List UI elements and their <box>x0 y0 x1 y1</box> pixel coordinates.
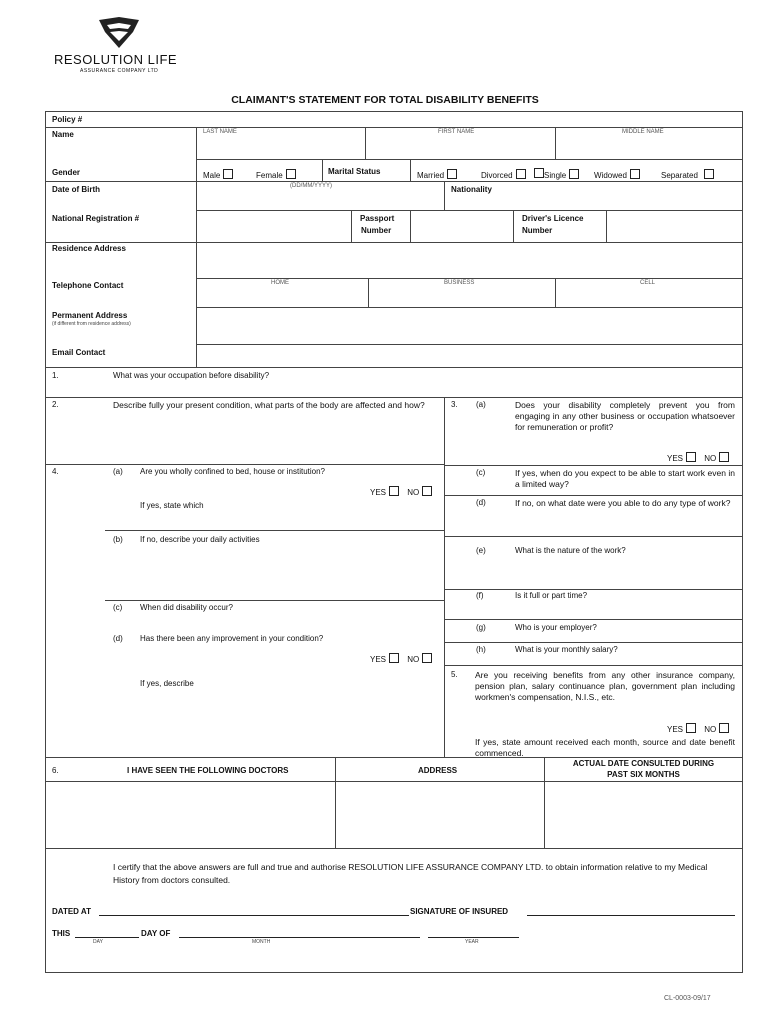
male-checkbox[interactable] <box>223 169 233 179</box>
name-label: Name <box>52 130 74 139</box>
q3a-letter: (a) <box>476 400 486 409</box>
marital-single <box>544 169 579 180</box>
widowed-checkbox[interactable] <box>630 169 640 179</box>
q5-number: 5. <box>451 670 458 679</box>
day-line[interactable] <box>75 937 139 938</box>
q5-no-checkbox[interactable] <box>719 723 729 733</box>
q3h-letter: (h) <box>476 645 486 654</box>
nationality-label: Nationality <box>451 185 492 194</box>
cell-phone-field[interactable] <box>556 287 740 306</box>
q4d-letter: (d) <box>113 634 123 643</box>
residence-field[interactable] <box>197 243 740 277</box>
marital-divorced <box>481 169 526 180</box>
doctors-date-heading-1: ACTUAL DATE CONSULTED DURING <box>572 759 715 768</box>
cell-caption: CELL <box>640 280 656 286</box>
marital-status-checkbox[interactable] <box>534 168 544 178</box>
nationality-field[interactable] <box>445 196 740 209</box>
doctors-address-field[interactable] <box>336 782 543 847</box>
logo-name: RESOLUTION LIFE <box>54 52 178 67</box>
doctors-number: 6. <box>52 766 59 775</box>
permanent-address-note: (if different from residence address) <box>52 321 131 327</box>
q4c-letter: (c) <box>113 603 123 612</box>
drivers-licence-label-2: Number <box>522 226 553 235</box>
female-checkbox[interactable] <box>286 169 296 179</box>
q4b-letter: (b) <box>113 535 123 544</box>
q3a-yes-checkbox[interactable] <box>686 452 696 462</box>
q4a-no-checkbox[interactable] <box>422 486 432 496</box>
q2-text: Describe fully your present condition, what parts of the body are affected and how? <box>113 400 425 410</box>
q1-number: 1. <box>52 371 59 380</box>
q3c-letter: (c) <box>476 468 486 477</box>
divorced-checkbox[interactable] <box>516 169 526 179</box>
last-name-field[interactable] <box>197 136 364 158</box>
month-line[interactable] <box>179 937 420 938</box>
national-reg-label: National Registration # <box>52 214 140 223</box>
passport-label-2: Number <box>361 226 392 235</box>
doctors-date-heading-2: PAST SIX MONTHS <box>607 770 680 779</box>
q5-no-label: NO <box>704 725 717 734</box>
q3h-text: What is your monthly salary? <box>515 645 618 654</box>
residence-label: Residence Address <box>52 244 126 253</box>
married-checkbox[interactable] <box>447 169 457 179</box>
q3e-letter: (e) <box>476 546 486 555</box>
gender-label: Gender <box>52 168 81 177</box>
middle-name-caption: MIDDLE NAME <box>622 129 664 135</box>
telephone-label: Telephone Contact <box>52 281 124 290</box>
dob-field[interactable] <box>197 192 443 209</box>
dob-label: Date of Birth <box>52 185 100 194</box>
drivers-licence-label-1: Driver's Licence <box>522 214 584 223</box>
single-checkbox[interactable] <box>569 169 579 179</box>
year-line[interactable] <box>428 937 519 938</box>
q2-number: 2. <box>52 400 59 409</box>
q3f-text: Is it full or part time? <box>515 591 588 600</box>
q3a-no-checkbox[interactable] <box>719 452 729 462</box>
q4c-text: When did disability occur? <box>140 603 233 612</box>
signature-line[interactable] <box>527 915 735 916</box>
q3a-text: Does your disability completely prevent you from engaging in any other business or occupation whatsoever for remuneration or profit? <box>515 400 735 432</box>
q4d-no-checkbox[interactable] <box>422 653 432 663</box>
q3-number: 3. <box>451 400 458 409</box>
company-logo <box>50 16 200 76</box>
month-caption: MONTH <box>252 939 271 945</box>
dated-at-line[interactable] <box>99 915 409 916</box>
doctors-date-field[interactable] <box>545 782 740 847</box>
q4a-text: Are you wholly confined to bed, house or institution? <box>140 467 326 476</box>
q4a-letter: (a) <box>113 467 123 476</box>
q5-yes-checkbox[interactable] <box>686 723 696 733</box>
q4b-text: If no, describe your daily activities <box>140 535 260 544</box>
divorced-label: Divorced <box>481 171 513 180</box>
male-label: Male <box>203 171 221 180</box>
q5-text: Are you receiving benefits from any other insurance company, pension plan, salary continuance plan, government plan including workmen's compensation, N.I.S., etc. <box>475 670 735 702</box>
certification-text: I certify that the above answers are full and true and authorise RESOLUTION LIFE ASSURANCE COMPANY LTD. to obtain information relative to my Medical History from doctors consulted. <box>113 862 708 885</box>
year-caption: YEAR <box>465 939 479 945</box>
drivers-licence-field[interactable] <box>607 211 740 241</box>
permanent-address-field[interactable] <box>197 308 740 343</box>
dated-at-label: DATED AT <box>52 907 91 916</box>
q3f-letter: (f) <box>476 591 484 600</box>
married-label: Married <box>417 171 445 180</box>
business-phone-field[interactable] <box>369 287 554 306</box>
marital-married <box>417 169 457 180</box>
email-label: Email Contact <box>52 348 106 357</box>
single-label: Single <box>544 171 567 180</box>
first-name-caption: FIRST NAME <box>438 129 475 135</box>
q4d-no-label: NO <box>407 655 420 664</box>
logo-subtitle: ASSURANCE COMPANY LTD <box>80 68 159 74</box>
home-caption: HOME <box>271 280 289 286</box>
q3g-text: Who is your employer? <box>515 623 597 632</box>
logo-shield-icon <box>97 16 141 50</box>
q3e-text: What is the nature of the work? <box>515 546 626 555</box>
widowed-label: Widowed <box>594 171 627 180</box>
q4-number: 4. <box>52 467 59 476</box>
separated-label: Separated <box>661 171 698 180</box>
q3d-text: If no, on what date were you able to do any type of work? <box>515 498 731 508</box>
day-of-label: DAY OF <box>141 929 171 938</box>
last-name-caption: LAST NAME <box>203 129 237 135</box>
q3a-yes-label: YES <box>667 454 684 463</box>
day-caption: DAY <box>93 939 103 945</box>
q4a-state-which: If yes, state which <box>140 501 204 510</box>
first-name-field[interactable] <box>366 136 554 158</box>
q4d-text: Has there been any improvement in your condition? <box>140 634 324 643</box>
gender-male <box>203 169 233 180</box>
email-field[interactable] <box>197 345 740 366</box>
doctors-names-field[interactable] <box>46 782 334 847</box>
passport-field[interactable] <box>411 211 512 241</box>
q4d-yes-no <box>370 653 432 664</box>
home-phone-field[interactable] <box>197 287 367 306</box>
passport-label-1: Passport <box>360 214 395 223</box>
q3c-text: If yes, when do you expect to be able to start work even in a limited way? <box>515 468 735 489</box>
page-title: CLAIMANT'S STATEMENT FOR TOTAL DISABILITY BENEFITS <box>231 94 539 106</box>
gender-female <box>256 169 296 180</box>
q5-yes-no <box>667 723 729 734</box>
q3g-letter: (g) <box>476 623 486 632</box>
q4d-describe: If yes, describe <box>140 679 194 688</box>
q4d-yes-label: YES <box>370 655 387 664</box>
doctors-heading: I HAVE SEEN THE FOLLOWING DOCTORS <box>127 766 289 775</box>
q4a-yes-label: YES <box>370 488 387 497</box>
middle-name-field[interactable] <box>556 136 740 158</box>
female-label: Female <box>256 171 283 180</box>
q4a-no-label: NO <box>407 488 420 497</box>
q3a-yes-no <box>667 452 729 463</box>
q1-text: What was your occupation before disability? <box>113 371 270 380</box>
q4d-yes-checkbox[interactable] <box>389 653 399 663</box>
marital-widowed <box>594 169 640 180</box>
signature-label: SIGNATURE OF INSURED <box>410 907 509 916</box>
q3a-no-label: NO <box>704 454 717 463</box>
q5-yes-label: YES <box>667 725 684 734</box>
q5-state-amount: If yes, state amount received each month, source and date benefit commenced. <box>475 737 735 758</box>
this-label: THIS <box>52 929 71 938</box>
business-caption: BUSINESS <box>444 280 475 286</box>
marital-separated <box>661 169 714 180</box>
dob-format: (DD/MM/YYYY) <box>290 183 332 189</box>
form-code: CL-0003-09/17 <box>664 995 711 1002</box>
separated-checkbox[interactable] <box>704 169 714 179</box>
q4a-yes-no <box>370 486 432 497</box>
permanent-address-label: Permanent Address <box>52 311 128 320</box>
national-reg-field[interactable] <box>197 211 350 241</box>
doctors-address-heading: ADDRESS <box>418 766 458 775</box>
policy-label: Policy # <box>52 115 83 124</box>
q3d-letter: (d) <box>476 498 486 507</box>
q4a-yes-checkbox[interactable] <box>389 486 399 496</box>
marital-status-label: Marital Status <box>328 167 381 176</box>
